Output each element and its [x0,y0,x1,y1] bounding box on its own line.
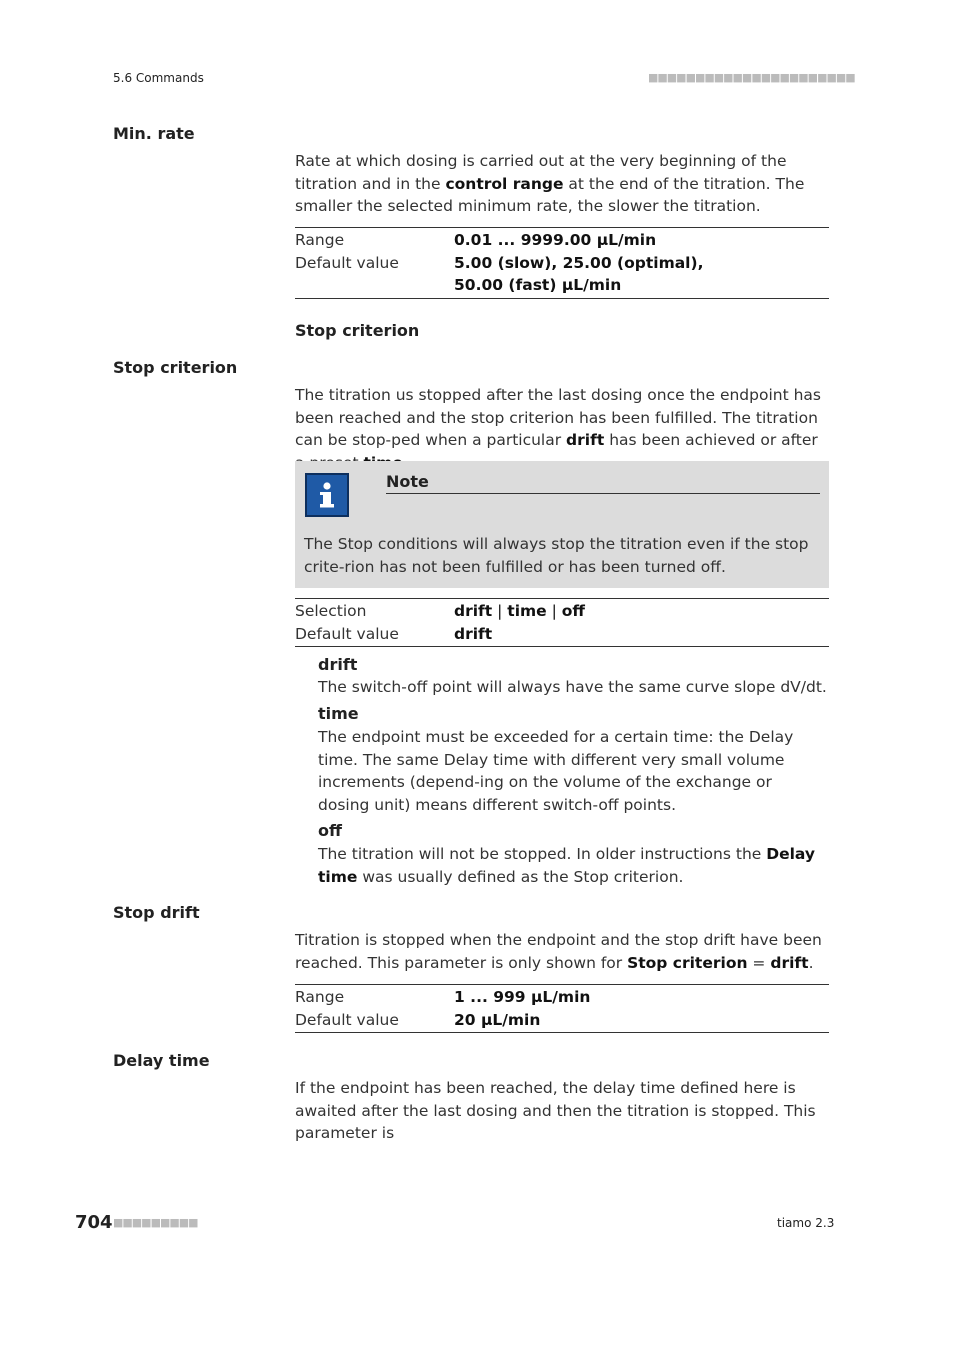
stop-drift-heading: Stop drift [113,903,200,922]
option-time-text: The endpoint must be exceeded for a certain time: the Delay time. The same Delay time with different very small volume increments (depend-ing on the volume of the exchange or dosing unit) means different switch-off points. [318,728,794,814]
delay-time-description: If the endpoint has been reached, the delay time defined here is awaited after the last dosing and then the titration is stopped. This parameter is [295,1079,816,1142]
option-time-title: time [318,704,359,723]
stop-drift-description: Titration is stopped when the endpoint and the stop drift have been reached. This parameter is only shown for Stop criterion = drift. [295,931,822,972]
option-off-text: The titration will not be stopped. In older instructions the Delay time was usually defined as the Stop criterion. [318,845,816,886]
range-value: 1 ... 999 µL/min [454,988,591,1006]
min-rate-description: Rate at which dosing is carried out at the very beginning of the titration and in the control range at the end of the titration. The smaller the selected minimum rate, the slower the titration. [295,152,805,215]
option-drift-text: The switch-off point will always have the same curve slope dV/dt. [318,678,827,696]
range-value: 0.01 ... 9999.00 µL/min [454,231,657,249]
note-title: Note [386,471,820,494]
selection-label: Selection [295,602,367,620]
range-label: Range [295,231,345,249]
page-number: 704 [75,1212,113,1233]
default-label: Default value [295,253,399,272]
stop-criterion-subheading: Stop criterion [295,321,420,340]
footer-decoration: ■■■■■■■■■ [113,1216,198,1229]
delay-time-heading: Delay time [113,1051,210,1070]
default-value: 5.00 (slow), 25.00 (optimal), 50.00 (fast) µL/min [454,253,704,294]
default-value: drift [454,624,493,643]
option-drift-title: drift [318,655,358,674]
header-decoration: ■■■■■■■■■■■■■■■■■■■■■■ [648,71,855,84]
stop-criterion-description: The titration us stopped after the last dosing once the endpoint has been reached and the stop criterion has been fulfilled. The titration can be stop-ped when a particular drift has been achieved or after [295,386,821,449]
default-label: Default value [295,624,399,643]
option-off-title: off [318,821,342,840]
stop-drift-table [295,984,829,1033]
min-rate-table [295,227,829,299]
range-label: Range [295,988,345,1006]
stop-criterion-heading: Stop criterion [113,358,238,377]
default-value: 20 µL/min [454,1010,541,1029]
selection-values: drift | time | off [454,602,585,620]
min-rate-heading: Min. rate [113,124,195,143]
running-header-section: 5.6 Commands [113,71,204,85]
note-text: The Stop conditions will always stop the titration even if the stop crite-rion has not been fulfilled or has been turned off. [304,535,809,576]
product-name: tiamo 2.3 [777,1216,835,1230]
info-icon [305,473,349,517]
default-label: Default value [295,1010,399,1029]
stop-criterion-table [295,598,829,647]
